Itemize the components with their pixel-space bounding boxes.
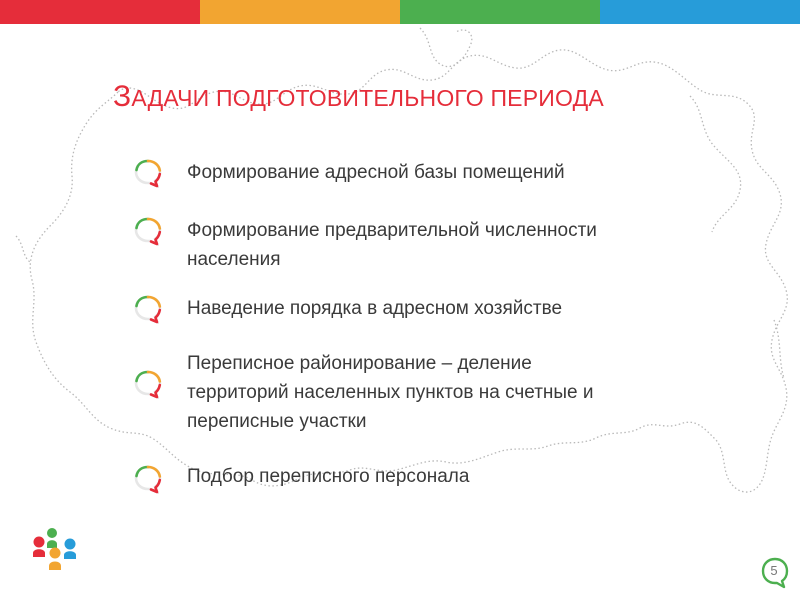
- list-item-text: Подбор переписного персонала: [187, 466, 470, 487]
- slide-title-rest: АДАЧИ ПОДГОТОВИТЕЛЬНОГО ПЕРИОДА: [131, 85, 604, 111]
- list-item-text: Формирование предварительной численности населения: [187, 220, 597, 270]
- speech-bubble-icon: [133, 464, 163, 494]
- census-people-logo: [30, 527, 80, 571]
- list-item: [133, 349, 707, 436]
- list-item-text: Наведение порядка в адресном хозяйстве: [187, 298, 563, 319]
- slide-title-first-letter: З: [113, 80, 132, 113]
- list-item: [133, 216, 707, 274]
- speech-bubble-icon: [133, 216, 163, 246]
- list-item: [133, 158, 707, 188]
- speech-bubble-icon: [133, 294, 163, 324]
- speech-bubble-icon: [133, 158, 163, 188]
- list-item-text: Переписное районирование – деление территорий населенных пунктов на счетные и переписные участки: [187, 353, 594, 432]
- list-item-text: Формирование адресной базы помещений: [187, 162, 565, 183]
- speech-bubble-icon: [133, 369, 163, 399]
- slide-title: [113, 80, 604, 114]
- page-number: 5: [770, 563, 778, 578]
- list-item: [133, 462, 707, 494]
- list-item: [133, 294, 707, 324]
